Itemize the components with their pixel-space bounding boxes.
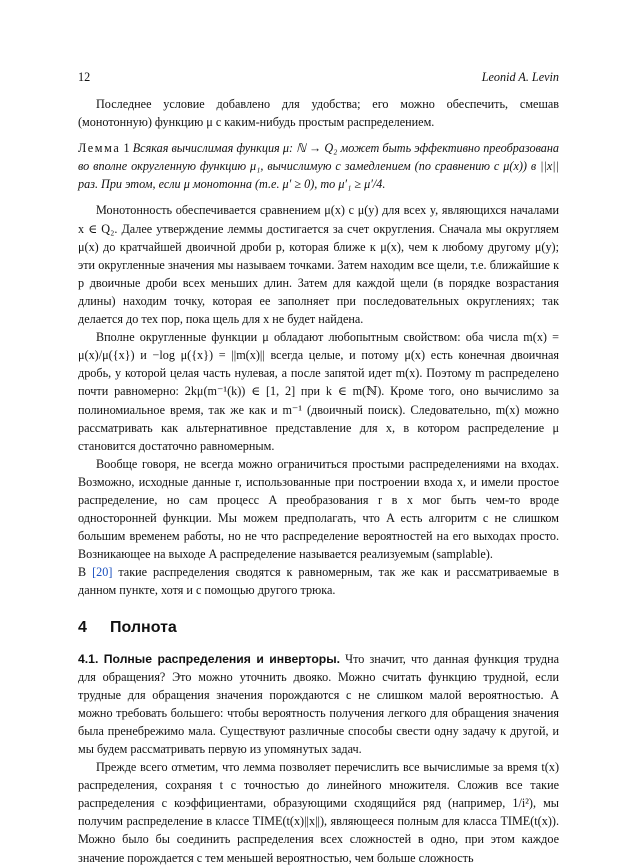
lemma-number: 1 [123,141,130,156]
subsection-title: 4.1. Полные распределения и инверторы. [78,651,341,666]
lemma-text: Всякая вычислимая функция μ: ℕ → Q₂ может быть эффективно преобразована во вполне округленную функцию μ₁, вычислимую с замедлением (по сравнению с μ(x)) в ||x|| раз. При этом, если μ монотонна (т.е. μ′ ≥ 0), то μ′₁ ≥ μ′/4. [78,141,560,192]
paragraph: Монотонность обеспечивается сравнением μ(x) с μ(y) для всех y, являющихся началами x ∈ Q₂. Далее утверждение леммы достигается за счет округления. Сначала мы округляем μ(x) до кратчайшей двоичной дроби p, которая ближе к μ(x), чем к любому другому μ(y); эти округленные значения мы называем точками. Затем находим все щели, т.е. ближайшие к p двоичные дроби всех меньших длин. Затем для каждой щели (в порядке возрастания длины) находим точку, которая ее заполняет при последовательных округлениях; так делается до тех пор, пока щель для x не будет найдена. [78,203,559,327]
lemma-heading: Лемма [78,141,121,156]
paragraph: Вообще говоря, не всегда можно ограничиться простыми распределениями на входах. Возможно, исходные данные r, использованные при построении входа x, и имели простое распределение, но сам процесс A преобразования r в x мог быть чем-то вроде односторонней функции. Мы можем предполагать, что A есть алгоритм с не слишком большим временем работы, но не что распределение вероятностей на его выходах просто. Возникающее на выходе A распределение называется реализуемым (samplable). [78,456,559,562]
citation-lead: В [78,565,93,580]
citation-tail: такие распределения сводятся к равномерным, так же как и рассматриваемые в данном пункте, хотя и с помощью другого трюка. [78,565,559,598]
citation-link[interactable]: [20] [92,565,113,580]
subsection-text: Что значит, что данная функция трудна для обращения? Это можно уточнить двояко. Можно считать функцию трудной, если трудные для обращения значения порождаются с не слишком малой вероятностью. А можно требовать большего: чтобы вероятность получения легкого для обращения значения была пренебрежимо мала. Существуют различные способы свести одну задачу к другой, и мы будем рассматривать первую из упомянутых задач. [78,651,560,756]
paragraph-with-citation [78,563,559,599]
section-title: Полнота [110,618,177,636]
lemma-1 [78,139,559,193]
section-number: 4 [78,618,87,636]
running-header [78,70,559,85]
paragraph: Вполне округленные функции μ обладают любопытным свойством: оба числа m(x) = μ(x)/μ({x}) и −log μ({x}) = ||m(x)|| всегда целые, и потому μ(x) есть конечная двоичная дробь, у которой целая часть нулевая, а после запятой идет m(x). Поэтому m распределено почти равномерно: 2kμ(m⁻¹(k)) ∈ [1, 2] при k ∈ m(ℕ). Кроме того, оно вычислимо за полиномиальное время, так же как и m⁻¹ (двоичный поиск). Следовательно, m(x) можно рассматривать как альтернативное представление для x, в котором распределение μ становится достаточно равномерным. [78,330,559,453]
paper-body [78,95,559,867]
section-heading [78,618,559,638]
page-number: 12 [78,70,91,84]
paragraph: Последнее условие добавлено для удобства; его можно обеспечить, смешав (монотонную) функцию μ с каким-нибудь простым распределением. [78,97,559,130]
running-author: Leonid A. Levin [481,70,559,84]
subsection-paragraph [78,650,559,759]
paragraph: Прежде всего отметим, что лемма позволяет перечислить все вычислимые за время t(x) распределения, сохраняя t с точностью до линейного множителя. Сложив все такие распределения с коэффициентами, образующими сходящийся ряд (например, 1/i²), мы получим распределение в классе TIME(t(x)||x||), являющееся полным для класса TIME(t(x)). Можно было бы соединить распределения всех сложностей в одно, при этом каждое значение порождается с тем меньшей вероятностью, чем больше сложность [78,760,559,865]
